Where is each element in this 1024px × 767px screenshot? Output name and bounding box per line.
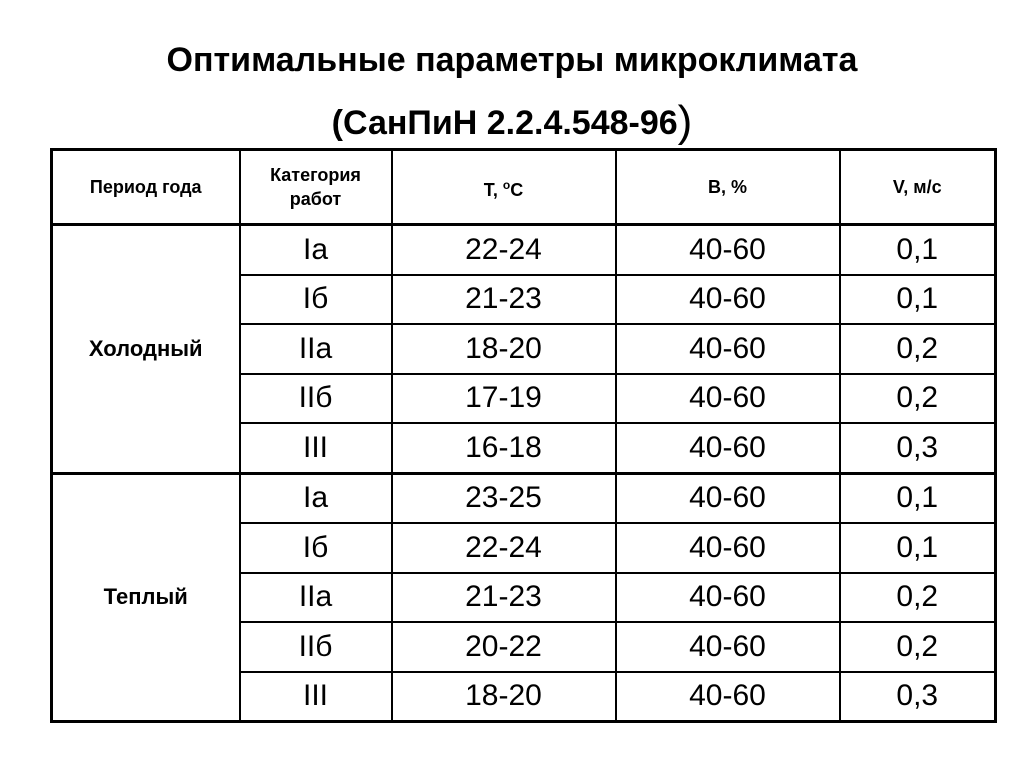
cell-category: IIа (240, 573, 392, 623)
table-row (52, 225, 996, 275)
cell-temperature: 17-19 (392, 374, 616, 424)
cell-humidity: 40-60 (616, 374, 840, 424)
page-title: Оптимальные параметры микроклимата (166, 41, 858, 79)
cell-temperature: 22-24 (392, 523, 616, 573)
cell-humidity: 40-60 (616, 275, 840, 325)
cell-velocity: 0,2 (840, 374, 996, 424)
cell-humidity: 40-60 (616, 473, 840, 523)
cell-temperature: 21-23 (392, 573, 616, 623)
cell-temperature: 20-22 (392, 622, 616, 672)
cell-humidity: 40-60 (616, 672, 840, 722)
header-temp-prefix: Т, (483, 179, 503, 200)
subtitle-closing-paren: ) (677, 97, 693, 146)
cell-humidity: 40-60 (616, 573, 840, 623)
table-header-row (52, 150, 996, 225)
cell-category: IIб (240, 374, 392, 424)
cell-temperature: 18-20 (392, 672, 616, 722)
cell-velocity: 0,2 (840, 573, 996, 623)
cell-category: III (240, 672, 392, 722)
cell-velocity: 0,1 (840, 473, 996, 523)
cell-velocity: 0,2 (840, 324, 996, 374)
cell-humidity: 40-60 (616, 324, 840, 374)
header-humidity: В, % (616, 150, 840, 225)
cell-temperature: 21-23 (392, 275, 616, 325)
cell-humidity: 40-60 (616, 622, 840, 672)
cell-velocity: 0,1 (840, 275, 996, 325)
header-period: Период года (52, 150, 240, 225)
header-velocity: V, м/с (840, 150, 996, 225)
period-warm: Теплый (52, 473, 240, 722)
cell-humidity: 40-60 (616, 523, 840, 573)
group-warm (52, 473, 996, 722)
header-temp-suffix: С (510, 179, 524, 200)
cell-category: Iа (240, 225, 392, 275)
header-category (240, 150, 392, 225)
cell-velocity: 0,1 (840, 225, 996, 275)
cell-temperature: 22-24 (392, 225, 616, 275)
cell-temperature: 16-18 (392, 423, 616, 473)
cell-velocity: 0,2 (840, 622, 996, 672)
header-temperature (392, 150, 616, 225)
subtitle-text: (СанПиН 2.2.4.548-96 (331, 104, 678, 142)
period-cold: Холодный (52, 225, 240, 474)
table-row (52, 473, 996, 523)
group-cold (52, 225, 996, 474)
cell-velocity: 0,1 (840, 523, 996, 573)
microclimate-table (50, 148, 997, 723)
header-temp-degree: о (502, 177, 511, 192)
cell-category: IIб (240, 622, 392, 672)
cell-category: III (240, 423, 392, 473)
cell-category: IIа (240, 324, 392, 374)
cell-humidity: 40-60 (616, 423, 840, 473)
cell-humidity: 40-60 (616, 225, 840, 275)
cell-temperature: 18-20 (392, 324, 616, 374)
cell-category: Iб (240, 275, 392, 325)
cell-category: Iа (240, 473, 392, 523)
page-subtitle (0, 97, 1024, 146)
header-category-line1: Категория (270, 165, 361, 185)
cell-category: Iб (240, 523, 392, 573)
header-category-line2: работ (289, 189, 342, 209)
cell-temperature: 23-25 (392, 473, 616, 523)
cell-velocity: 0,3 (840, 672, 996, 722)
cell-velocity: 0,3 (840, 423, 996, 473)
